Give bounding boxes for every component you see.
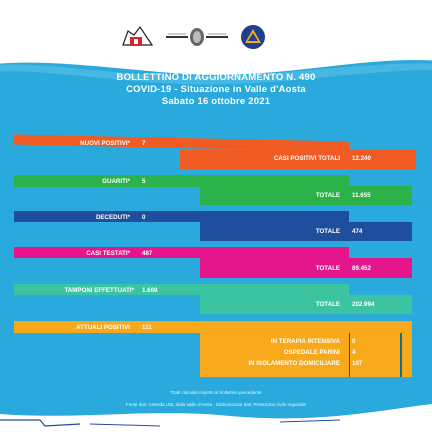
attuali-divider (349, 333, 350, 377)
deceduti-value: 0 (142, 214, 146, 221)
nuovi-positivi-value: 7 (142, 140, 146, 147)
tamponi-label: TAMPONI EFFETTUATI* (64, 287, 134, 294)
isolamento-value: 107 (352, 360, 363, 367)
ospedale-parini-label: OSPEDALE PARINI (283, 349, 340, 356)
casi-testati-totale-label: TOTALE (315, 265, 340, 272)
logos (120, 22, 266, 52)
tamponi-totale-label: TOTALE (315, 301, 340, 308)
attuali-positivi-value: 111 (142, 324, 152, 331)
title-line-1: BOLLETTINO DI AGGIORNAMENTO N. 490 (116, 72, 316, 83)
attuali-right-edge (400, 333, 412, 377)
bottom-wave (0, 390, 432, 438)
nuovi-positivi-label: NUOVI POSITIVI* (80, 140, 130, 147)
casi-testati-totale-value: 89.452 (352, 265, 371, 272)
attuali-positivi-label: ATTUALI POSITIVI (76, 324, 130, 331)
usl-logo (164, 25, 230, 49)
footer-source: Fonte dati: Azienda USL della Valle d'Aosta - Elaborazione dati: Protezione civile regionale (126, 402, 306, 407)
isolamento-label: IN ISOLAMENTO DOMICILIARE (248, 360, 340, 367)
footer-note: *Dati calcolati rispetto al bollettino precedente (170, 390, 262, 395)
deceduti-totale-value: 474 (352, 228, 363, 235)
guariti-label: GUARITI* (102, 178, 130, 185)
guariti-totale-label: TOTALE (315, 192, 340, 199)
guariti-value: 5 (142, 178, 146, 185)
tamponi-totale-value: 202.994 (352, 301, 375, 308)
bulletin-panel (0, 54, 432, 438)
title-line-2: COVID-19 - Situazione in Valle d'Aosta (126, 84, 306, 95)
header (0, 0, 432, 58)
terapia-intensiva-label: IN TERAPIA INTENSIVA (270, 338, 340, 345)
page-title (0, 72, 432, 108)
protezione-civile-logo (240, 24, 266, 50)
casi-testati-label: CASI TESTATI* (86, 250, 130, 257)
region-logo (120, 25, 154, 49)
casi-positivi-totali-label: CASI POSITIVI TOTALI (273, 155, 340, 162)
terapia-intensiva-value: 0 (352, 338, 356, 345)
deceduti-label: DECEDUTI* (95, 214, 130, 221)
title-line-3: Sabato 16 ottobre 2021 (161, 96, 271, 107)
casi-testati-value: 487 (142, 250, 153, 257)
casi-positivi-totali-value: 12.240 (352, 155, 371, 162)
tamponi-value: 1.669 (142, 287, 158, 294)
guariti-totale-value: 11.655 (352, 192, 371, 199)
deceduti-totale-label: TOTALE (315, 228, 340, 235)
ospedale-parini-value: 4 (352, 349, 356, 356)
